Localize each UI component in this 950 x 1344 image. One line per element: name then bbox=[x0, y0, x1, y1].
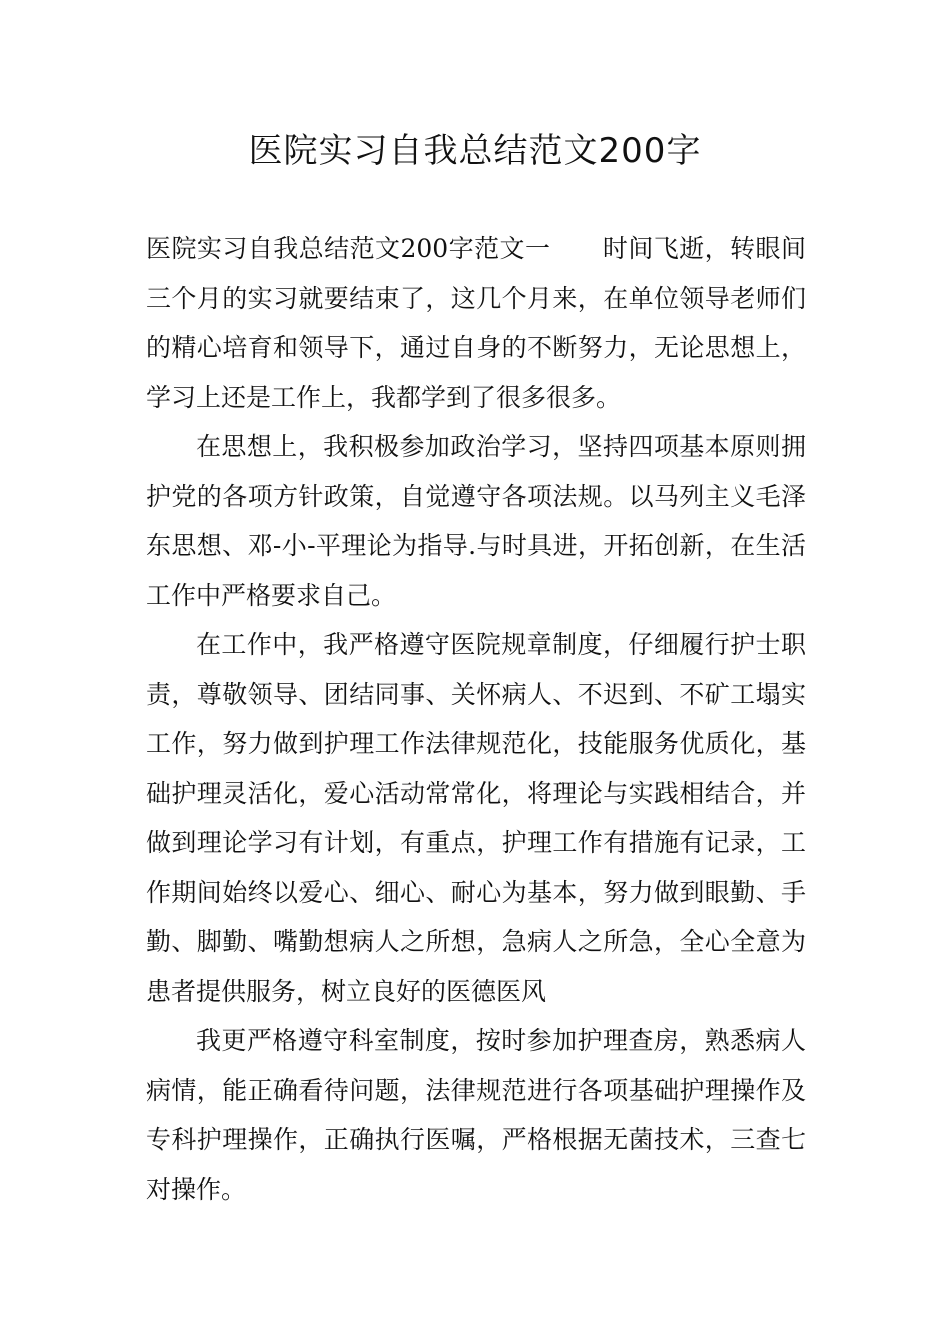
paragraph-2: 在思想上，我积极参加政治学习，坚持四项基本原则拥护党的各项方针政策，自觉遵守各项法规。以马列主义毛泽东思想、邓-小-平理论为指导.与时具进，开拓创新，在生活工作中严格要求自己。 bbox=[146, 432, 806, 610]
intro-label: 医院实习自我总结范文200字范文一 bbox=[146, 234, 551, 263]
paragraph-intro bbox=[146, 224, 806, 422]
document-body bbox=[146, 224, 806, 1214]
paragraph-4: 我更严格遵守科室制度，按时参加护理查房，熟悉病人病情，能正确看待问题，法律规范进行各项基础护理操作及专科护理操作，正确执行医嘱，严格根据无菌技术，三查七对操作。 bbox=[146, 1026, 806, 1204]
paragraph-3: 在工作中，我严格遵守医院规章制度，仔细履行护士职责，尊敬领导、团结同事、关怀病人、不迟到、不矿工塌实工作，努力做到护理工作法律规范化，技能服务优质化，基础护理灵活化，爱心活动常常化，将理论与实践相结合，并做到理论学习有计划，有重点，护理工作有措施有记录，工作期间始终以爱心、细心、耐心为基本，努力做到眼勤、手勤、脚勤、嘴勤想病人之所想，急病人之所急，全心全意为患者提供服务，树立良好的医德医风 bbox=[146, 630, 806, 1006]
document-title: 医院实习自我总结范文200字 bbox=[248, 131, 702, 171]
paragraph-1-text: 时间飞逝，转眼间三个月的实习就要结束了，这几个月来，在单位领导老师们的精心培育和领导下，通过自身的不断努力，无论思想上，学习上还是工作上，我都学到了很多很多。 bbox=[146, 234, 806, 412]
